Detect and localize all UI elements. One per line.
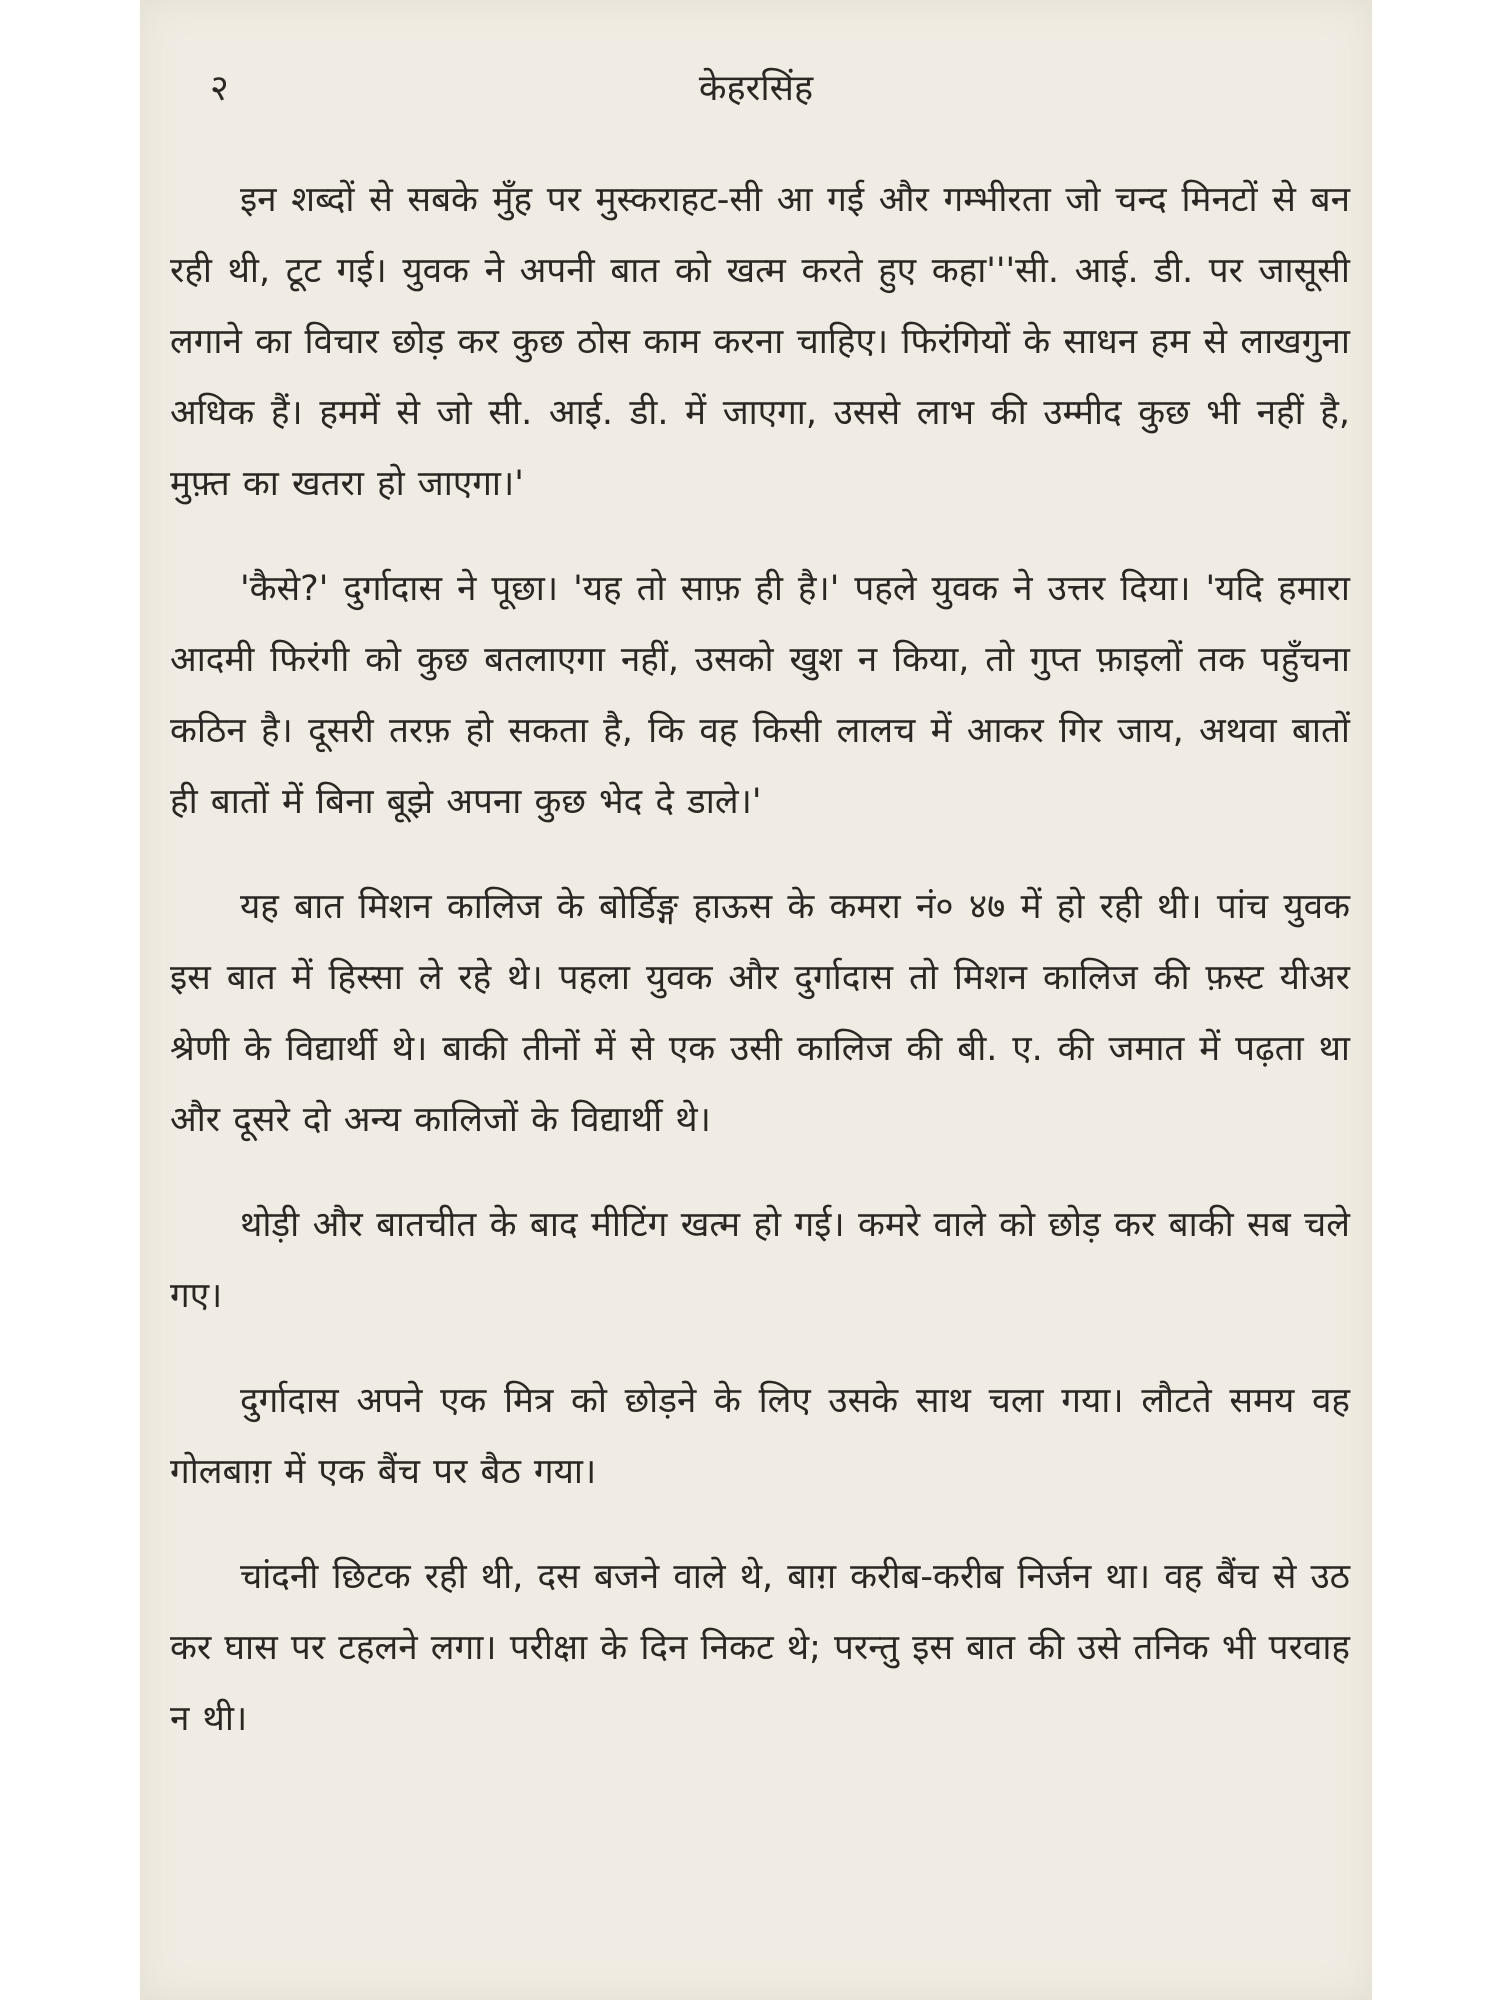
running-title: केहरसिंह: [698, 68, 814, 109]
book-page: [140, 0, 1372, 2000]
paragraph: इन शब्दों से सबके मुँह पर मुस्कराहट-सी आ गई और गम्भीरता जो चन्द मिनटों से बन रही थी, टूट गई। युवक ने अपनी बात को खत्म करते हुए कहा'''सी. आई. डी. पर जासूसी लगाने का विचार छोड़ कर कुछ ठोस काम करना चाहिए। फिरंगियों के साधन हम से लाखगुना अधिक हैं। हममें से जो सी. आई. डी. में जाएगा, उससे लाभ की उम्मीद कुछ भी नहीं है, मुफ़्त का खतरा हो जाएगा।': [170, 180, 1350, 504]
paragraph: दुर्गादास अपने एक मित्र को छोड़ने के लिए उसके साथ चला गया। लौटते समय वह गोलबाग़ में एक बैंच पर बैठ गया।: [170, 1381, 1350, 1492]
running-header: [180, 60, 1332, 120]
paragraph: 'कैसे?' दुर्गादास ने पूछा। 'यह तो साफ़ ही है।' पहले युवक ने उत्तर दिया। 'यदि हमारा आदमी फिरंगी को कुछ बतलाएगा नहीं, उसको खुश न किया, तो गुप्त फ़ाइलों तक पहुँचना कठिन है। दूसरी तरफ़ हो सकता है, कि वह किसी लालच में आकर गिर जाय, अथवा बातों ही बातों में बिना बूझे अपना कुछ भेद दे डाले।': [170, 569, 1350, 822]
paragraph: यह बात मिशन कालिज के बोर्डिङ्ग हाऊस के कमरा नं० ४७ में हो रही थी। पांच युवक इस बात में हिस्सा ले रहे थे। पहला युवक और दुर्गादास तो मिशन कालिज की फ़स्ट यीअर श्रेणी के विद्यार्थी थे। बाकी तीनों में से एक उसी कालिज की बी. ए. की जमात में पढ़ता था और दूसरे दो अन्य कालिजों के विद्यार्थी थे।: [170, 887, 1350, 1140]
paragraph: थोड़ी और बातचीत के बाद मीटिंग खत्म हो गई। कमरे वाले को छोड़ कर बाकी सब चले गए।: [170, 1205, 1350, 1316]
paragraph: चांदनी छिटक रही थी, दस बजने वाले थे, बाग़ करीब-करीब निर्जन था। वह बैंच से उठ कर घास पर टहलने लगा। परीक्षा के दिन निकट थे; परन्तु इस बात की उसे तनिक भी परवाह न थी।: [170, 1557, 1350, 1739]
body-text: [170, 165, 1350, 1789]
page-number: २: [210, 68, 229, 109]
